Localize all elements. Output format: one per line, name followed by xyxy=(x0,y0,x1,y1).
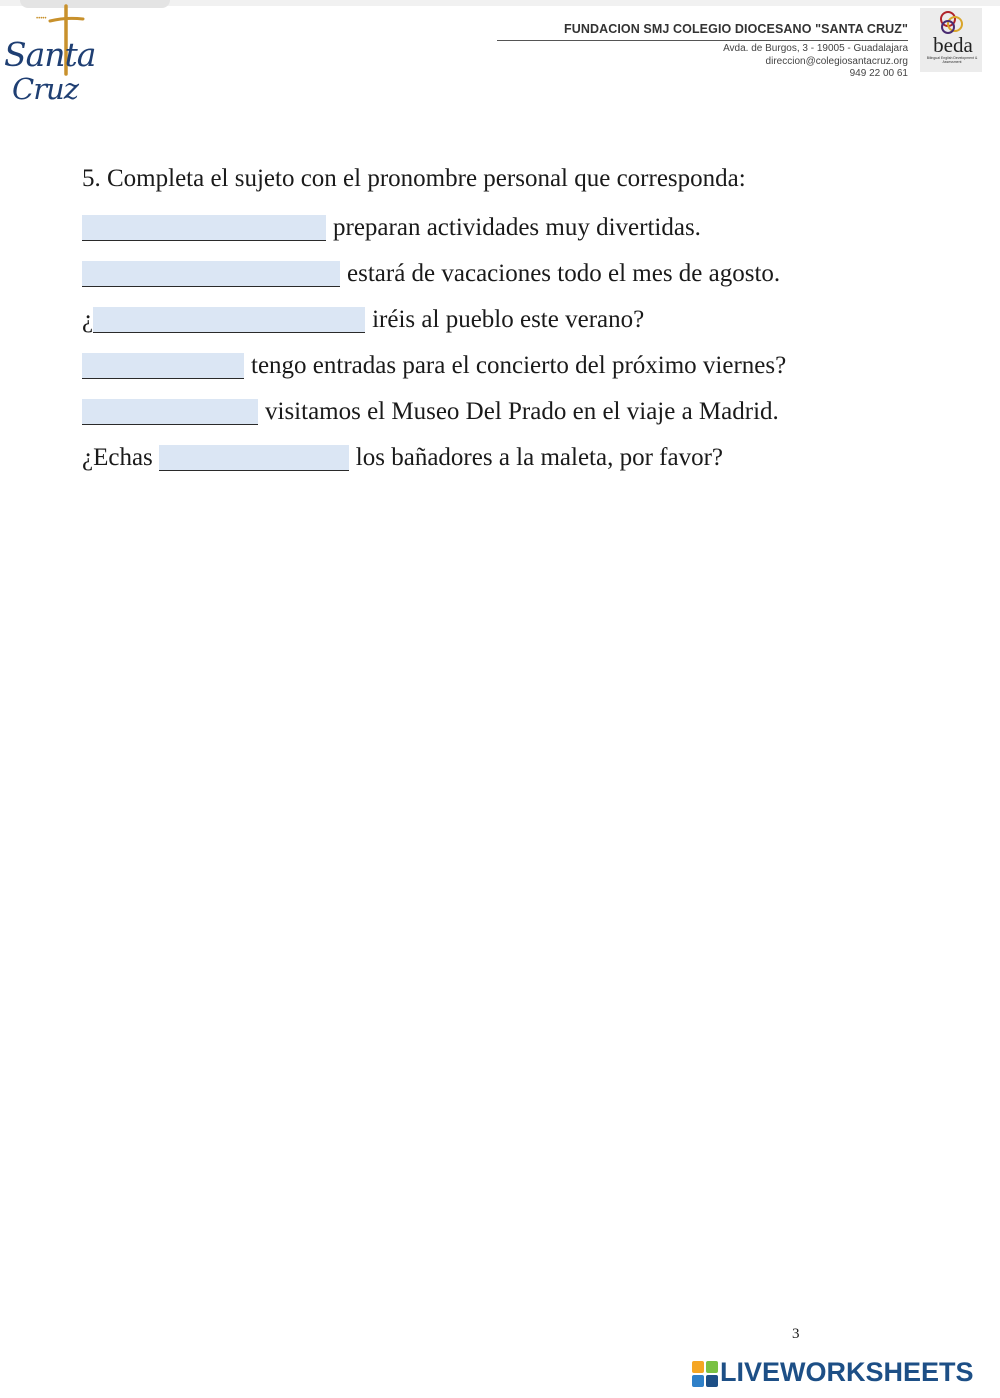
svg-text:•••••: ••••• xyxy=(36,16,47,22)
answer-blank-3[interactable] xyxy=(93,307,365,333)
school-email: direccion@colegiosantacruz.org xyxy=(765,55,908,67)
page-number: 3 xyxy=(792,1326,800,1342)
sentence-6-prefix: ¿Echas xyxy=(82,444,153,471)
answer-blank-4[interactable] xyxy=(82,353,244,379)
sentence-5-text: visitamos el Museo Del Prado en el viaje a Madrid. xyxy=(265,398,779,425)
sentence-1 xyxy=(82,214,701,242)
school-phone: 949 22 00 61 xyxy=(849,68,908,79)
logo-text-cruz: Cruz xyxy=(12,72,79,106)
sentence-1-text: preparan actividades muy divertidas. xyxy=(333,214,701,241)
exercise-instruction: 5. Completa el sujeto con el pronombre personal que corresponda: xyxy=(82,165,746,192)
sentence-5 xyxy=(82,398,779,426)
answer-blank-1[interactable] xyxy=(82,215,326,241)
beda-logo-subtext: Bilingual English Development & Assessment xyxy=(926,56,978,64)
answer-blank-6[interactable] xyxy=(159,445,349,471)
liveworksheets-grid-icon xyxy=(692,1361,718,1387)
sentence-3-prefix: ¿ xyxy=(82,306,94,333)
sentence-2-text: estará de vacaciones todo el mes de agosto. xyxy=(347,260,781,287)
school-contact xyxy=(723,43,908,81)
answer-blank-5[interactable] xyxy=(82,399,258,425)
school-name: FUNDACION SMJ COLEGIO DIOCESANO "SANTA CRUZ" xyxy=(563,22,908,36)
sentence-6-text: los bañadores a la maleta, por favor? xyxy=(355,444,723,471)
sentence-4 xyxy=(82,352,786,380)
santa-cruz-logo xyxy=(0,4,100,108)
logo-text-santa: Santa xyxy=(4,35,96,74)
sentence-3-text: iréis al pueblo este verano? xyxy=(372,306,645,333)
header-divider xyxy=(497,40,908,41)
liveworksheets-brand[interactable]: LIVEWORKSHEETS xyxy=(720,1357,974,1387)
sentence-3 xyxy=(82,306,644,334)
school-address: Avda. de Burgos, 3 - 19005 - Guadalajara xyxy=(723,43,908,54)
beda-logo-text: beda xyxy=(933,33,973,57)
sentence-6 xyxy=(82,444,723,472)
sentence-4-text: tengo entradas para el concierto del próximo viernes? xyxy=(251,352,787,379)
sentence-2 xyxy=(82,260,780,288)
answer-blank-2[interactable] xyxy=(82,261,340,287)
